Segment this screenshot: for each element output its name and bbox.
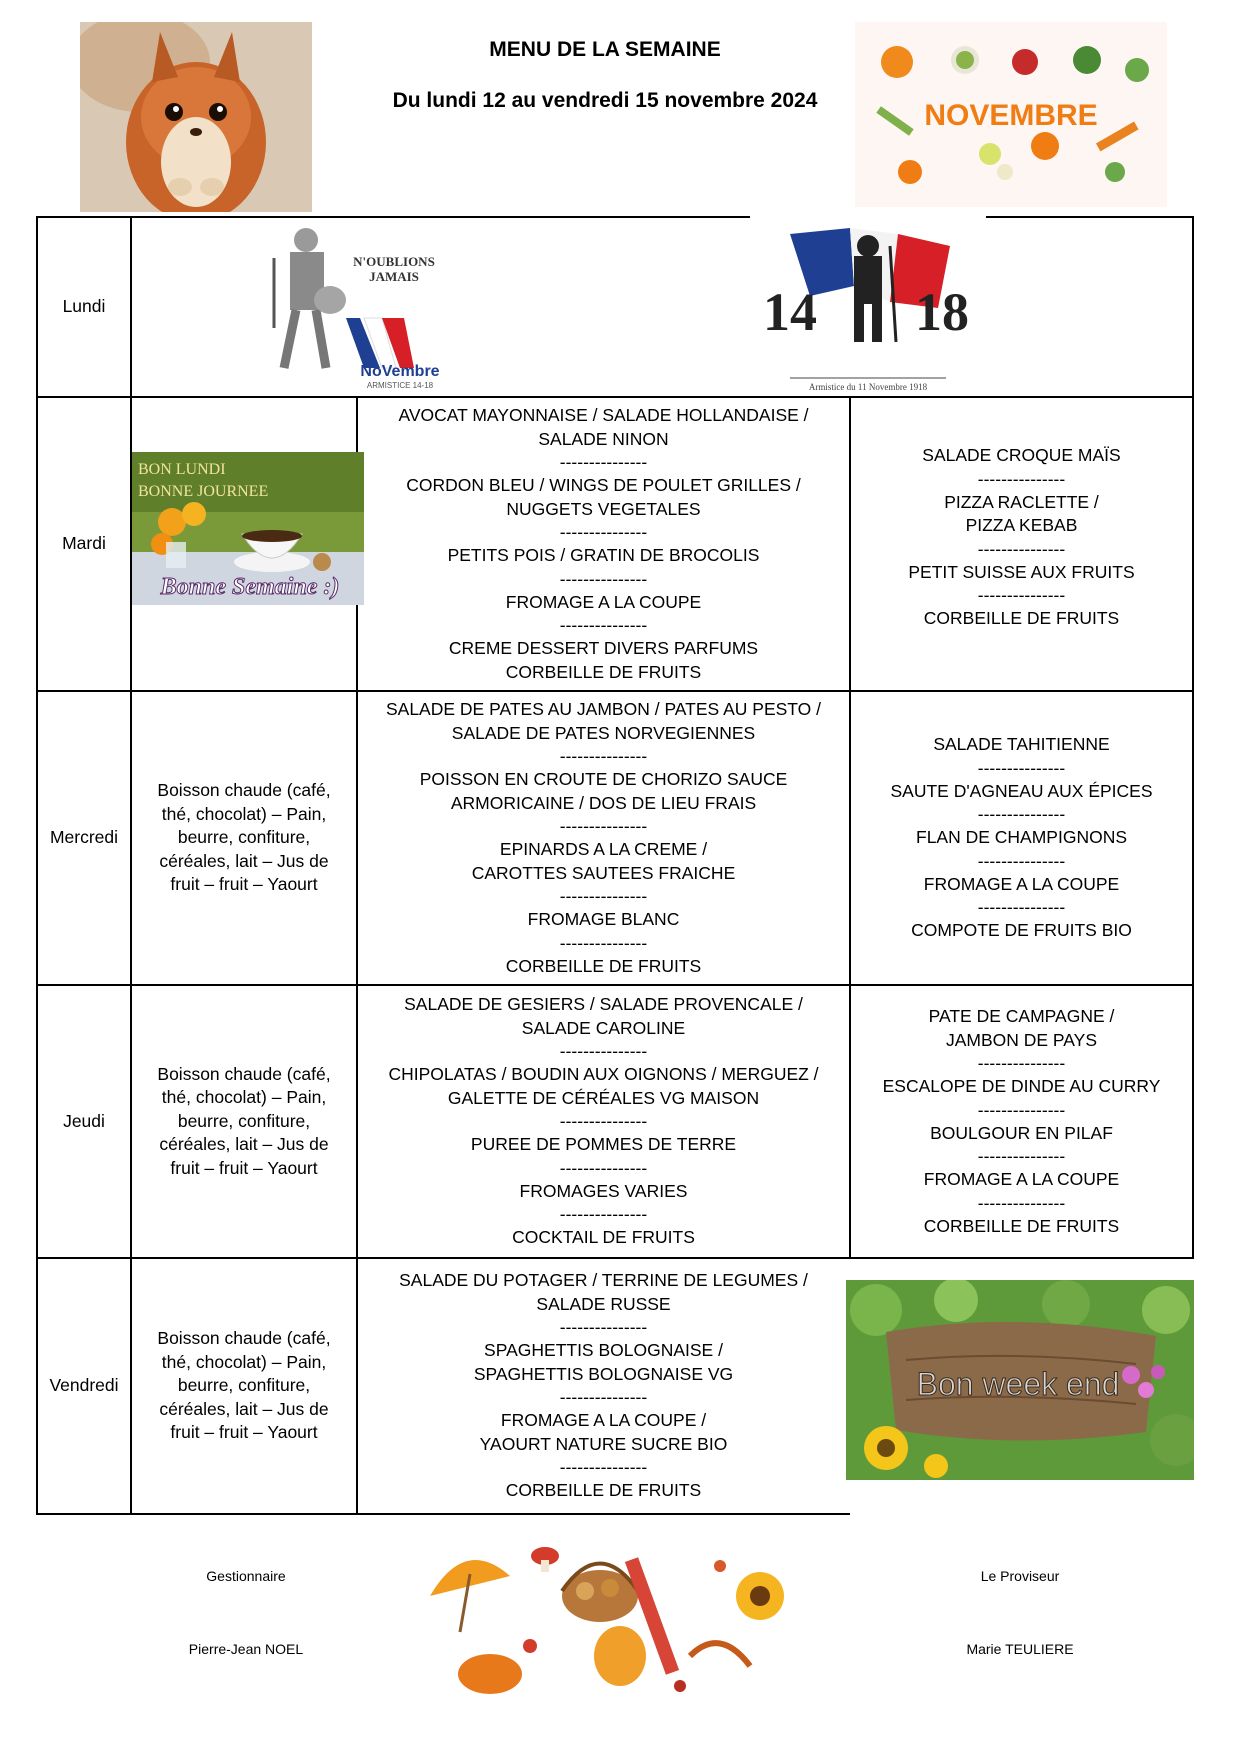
separator: ---------------: [977, 538, 1066, 559]
separator: ---------------: [977, 757, 1066, 778]
separator: ---------------: [559, 816, 648, 836]
separator: ---------------: [559, 746, 648, 766]
table-right-border: [1192, 216, 1194, 1259]
mercredi-lunch-item-5: FROMAGE BLANC: [527, 909, 680, 929]
vendredi-breakfast: [132, 1259, 356, 1513]
breakfast-text: Boisson chaude (café, thé, chocolat) – Pain, beurre, confiture, céréales, lait – Jus de fruit – fruit – Yaourt: [157, 780, 331, 895]
mardi-lunch-item-5: CREME DESSERT DIVERS PARFUMS: [448, 638, 759, 658]
jeudi-lunch-item-3: PUREE DE POMMES DE TERRE: [470, 1134, 737, 1155]
jeudi-lunch-item-4: FROMAGES VARIES: [519, 1180, 688, 1201]
mardi-dinner-item-5: CORBEILLE DE FRUITS: [923, 608, 1120, 628]
separator: ---------------: [977, 850, 1066, 871]
jeudi-dinner-item-6: CORBEILLE DE FRUITS: [923, 1215, 1120, 1236]
footer-gestionnaire-name: Pierre-Jean NOEL: [188, 1641, 304, 1657]
bonne-journee-text: BONNE JOURNEE: [138, 483, 269, 500]
bon-week-end-image: [846, 1280, 1194, 1480]
poster-left-line2: JAMAIS: [369, 269, 419, 284]
mardi-lunch-item-1: AVOCAT MAYONNAISE / SALADE HOLLANDAISE / SALADE NINON: [398, 405, 809, 449]
bon-lundi-image: [132, 452, 364, 605]
jeudi-dinner-item-5: FROMAGE A LA COUPE: [923, 1169, 1120, 1189]
mercredi-lunch-item-1: SALADE DE PATES AU JAMBON / PATES AU PESTO / SALADE DE PATES NORVEGIENNES: [385, 699, 822, 743]
mardi-dinner: [851, 398, 1192, 690]
page-title: MENU DE LA SEMAINE: [489, 38, 721, 61]
poster-noublions-jamais: [254, 218, 454, 394]
jeudi-lunch-item-2: CHIPOLATAS / BOUDIN AUX OIGNONS / MERGUEZ / GALETTE DE CÉRÉALES VG MAISON: [388, 1064, 819, 1108]
mardi-lunch-item-4: FROMAGE A LA COUPE: [505, 591, 702, 612]
vendredi-lunch-item-3: SPAGHETTIS BOLOGNAISE VG: [473, 1363, 734, 1384]
jeudi-lunch: [358, 987, 849, 1256]
separator: ---------------: [559, 615, 648, 635]
separator: ---------------: [977, 1192, 1066, 1213]
separator: ---------------: [977, 1099, 1066, 1120]
separator: ---------------: [559, 1111, 648, 1132]
jeudi-lunch-item-1: SALADE DE GESIERS / SALADE PROVENCALE / SALADE CAROLINE: [404, 994, 803, 1038]
separator: ---------------: [559, 886, 648, 906]
separator: ---------------: [559, 1204, 648, 1225]
mercredi-lunch: [358, 694, 849, 982]
november-vegetables-image: [855, 22, 1167, 207]
footer-gestionnaire-title: Gestionnaire: [206, 1568, 286, 1584]
mercredi-dinner-item-4: FROMAGE A LA COUPE: [923, 873, 1120, 894]
poster-right-year-right: 18: [915, 282, 969, 342]
breakfast-text: Boisson chaude (café, thé, chocolat) – Pain, beurre, confiture, céréales, lait – Jus de fruit – fruit – Yaourt: [157, 1328, 331, 1443]
bon-week-end-text: Bon week end: [916, 1366, 1120, 1402]
day-label-lundi: Lundi: [62, 296, 106, 317]
separator: ---------------: [559, 1041, 648, 1062]
separator: ---------------: [977, 585, 1066, 605]
vendredi-lunch-item-6: CORBEILLE DE FRUITS: [505, 1480, 702, 1501]
separator: ---------------: [977, 1146, 1066, 1166]
jeudi-dinner-item-1: PATE DE CAMPAGNE /: [928, 1006, 1115, 1026]
footer-proviseur-name: Marie TEULIERE: [966, 1641, 1074, 1657]
day-label-mardi: Mardi: [62, 533, 106, 554]
mardi-lunch-item-3: PETITS POIS / GRATIN DE BROCOLIS: [447, 545, 760, 565]
breakfast-text: Boisson chaude (café, thé, chocolat) – Pain, beurre, confiture, céréales, lait – Jus de fruit – fruit – Yaourt: [157, 1063, 331, 1178]
jeudi-dinner-item-2: JAMBON DE PAYS: [945, 1029, 1098, 1050]
separator: ---------------: [977, 468, 1066, 489]
poster-left-line1: N'OUBLIONS: [353, 254, 435, 269]
mardi-lunch: [358, 400, 849, 688]
squirrel-image: [80, 22, 312, 212]
jeudi-breakfast: [132, 986, 356, 1257]
separator: ---------------: [559, 1387, 648, 1408]
bon-lundi-text: BON LUNDI: [138, 461, 226, 478]
jeudi-lunch-item-5: COCKTAIL DE FRUITS: [512, 1227, 695, 1248]
separator: ---------------: [559, 1157, 648, 1178]
mercredi-lunch-item-6: CORBEILLE DE FRUITS: [505, 955, 702, 976]
vendredi-lunch-item-5: YAOURT NATURE SUCRE BIO: [479, 1433, 728, 1454]
mardi-dinner-item-1: SALADE CROQUE MAÏS: [922, 445, 1121, 465]
footer-proviseur-title: Le Proviseur: [980, 1568, 1060, 1584]
mercredi-breakfast: [132, 692, 356, 984]
day-label-vendredi: Vendredi: [49, 1375, 119, 1396]
separator: ---------------: [559, 452, 648, 472]
separator: ---------------: [977, 897, 1066, 918]
jeudi-dinner: [851, 986, 1192, 1257]
month-banner: NOVEMBRE: [924, 99, 1098, 132]
poster-armistice-14-18: [750, 216, 986, 394]
mercredi-dinner-item-3: FLAN DE CHAMPIGNONS: [916, 827, 1127, 848]
jeudi-dinner-item-3: ESCALOPE DE DINDE AU CURRY: [882, 1076, 1161, 1096]
mercredi-dinner-item-2: SAUTE D'AGNEAU AUX ÉPICES: [890, 780, 1153, 801]
poster-right-caption: Armistice du 11 Novembre 1918: [808, 382, 928, 392]
table-bottom-border: [36, 1513, 850, 1515]
separator: ---------------: [977, 1053, 1066, 1073]
mercredi-lunch-item-2: POISSON EN CROUTE DE CHORIZO SAUCE ARMORICAINE / DOS DE LIEU FRAIS: [419, 769, 788, 813]
vendredi-lunch-item-1: SALADE DU POTAGER / TERRINE DE LEGUMES / SALADE RUSSE: [399, 1270, 808, 1314]
poster-left-brand: NoVembre: [360, 363, 440, 380]
bonne-semaine-text: Bonne Semaine :): [160, 574, 340, 600]
vendredi-lunch-item-4: FROMAGE A LA COUPE /: [500, 1410, 707, 1431]
separator: ---------------: [559, 932, 648, 953]
separator: ---------------: [977, 804, 1066, 825]
mardi-dinner-item-2: PIZZA RACLETTE /: [944, 491, 1099, 512]
separator: ---------------: [559, 522, 648, 542]
mardi-lunch-item-6: CORBEILLE DE FRUITS: [505, 661, 702, 682]
mercredi-lunch-item-4: CAROTTES SAUTEES FRAICHE: [471, 862, 736, 883]
poster-left-sub: ARMISTICE 14-18: [366, 381, 434, 390]
mercredi-lunch-item-3: EPINARDS A LA CREME /: [499, 839, 708, 859]
separator: ---------------: [559, 1317, 648, 1338]
mardi-dinner-item-3: PIZZA KEBAB: [965, 515, 1078, 535]
vendredi-lunch: [358, 1260, 849, 1512]
mardi-lunch-item-2: CORDON BLEU / WINGS DE POULET GRILLES / NUGGETS VEGETALES: [406, 475, 801, 519]
page-subtitle: Du lundi 12 au vendredi 15 novembre 2024: [392, 89, 818, 112]
day-label-mercredi: Mercredi: [49, 827, 119, 848]
separator: ---------------: [559, 1457, 648, 1478]
mercredi-dinner-item-5: COMPOTE DE FRUITS BIO: [911, 920, 1132, 941]
mardi-dinner-item-4: PETIT SUISSE AUX FRUITS: [908, 561, 1135, 582]
mercredi-dinner: [851, 692, 1192, 984]
mercredi-dinner-item-1: SALADE TAHITIENNE: [933, 734, 1110, 755]
jeudi-dinner-item-4: BOULGOUR EN PILAF: [930, 1122, 1113, 1143]
autumn-illustration: [420, 1536, 796, 1694]
poster-right-year-left: 14: [763, 282, 817, 342]
day-label-jeudi: Jeudi: [63, 1110, 105, 1131]
separator: ---------------: [559, 568, 648, 589]
table-top-border: [36, 216, 1194, 218]
vendredi-lunch-item-2: SPAGHETTIS BOLOGNAISE /: [484, 1340, 723, 1361]
